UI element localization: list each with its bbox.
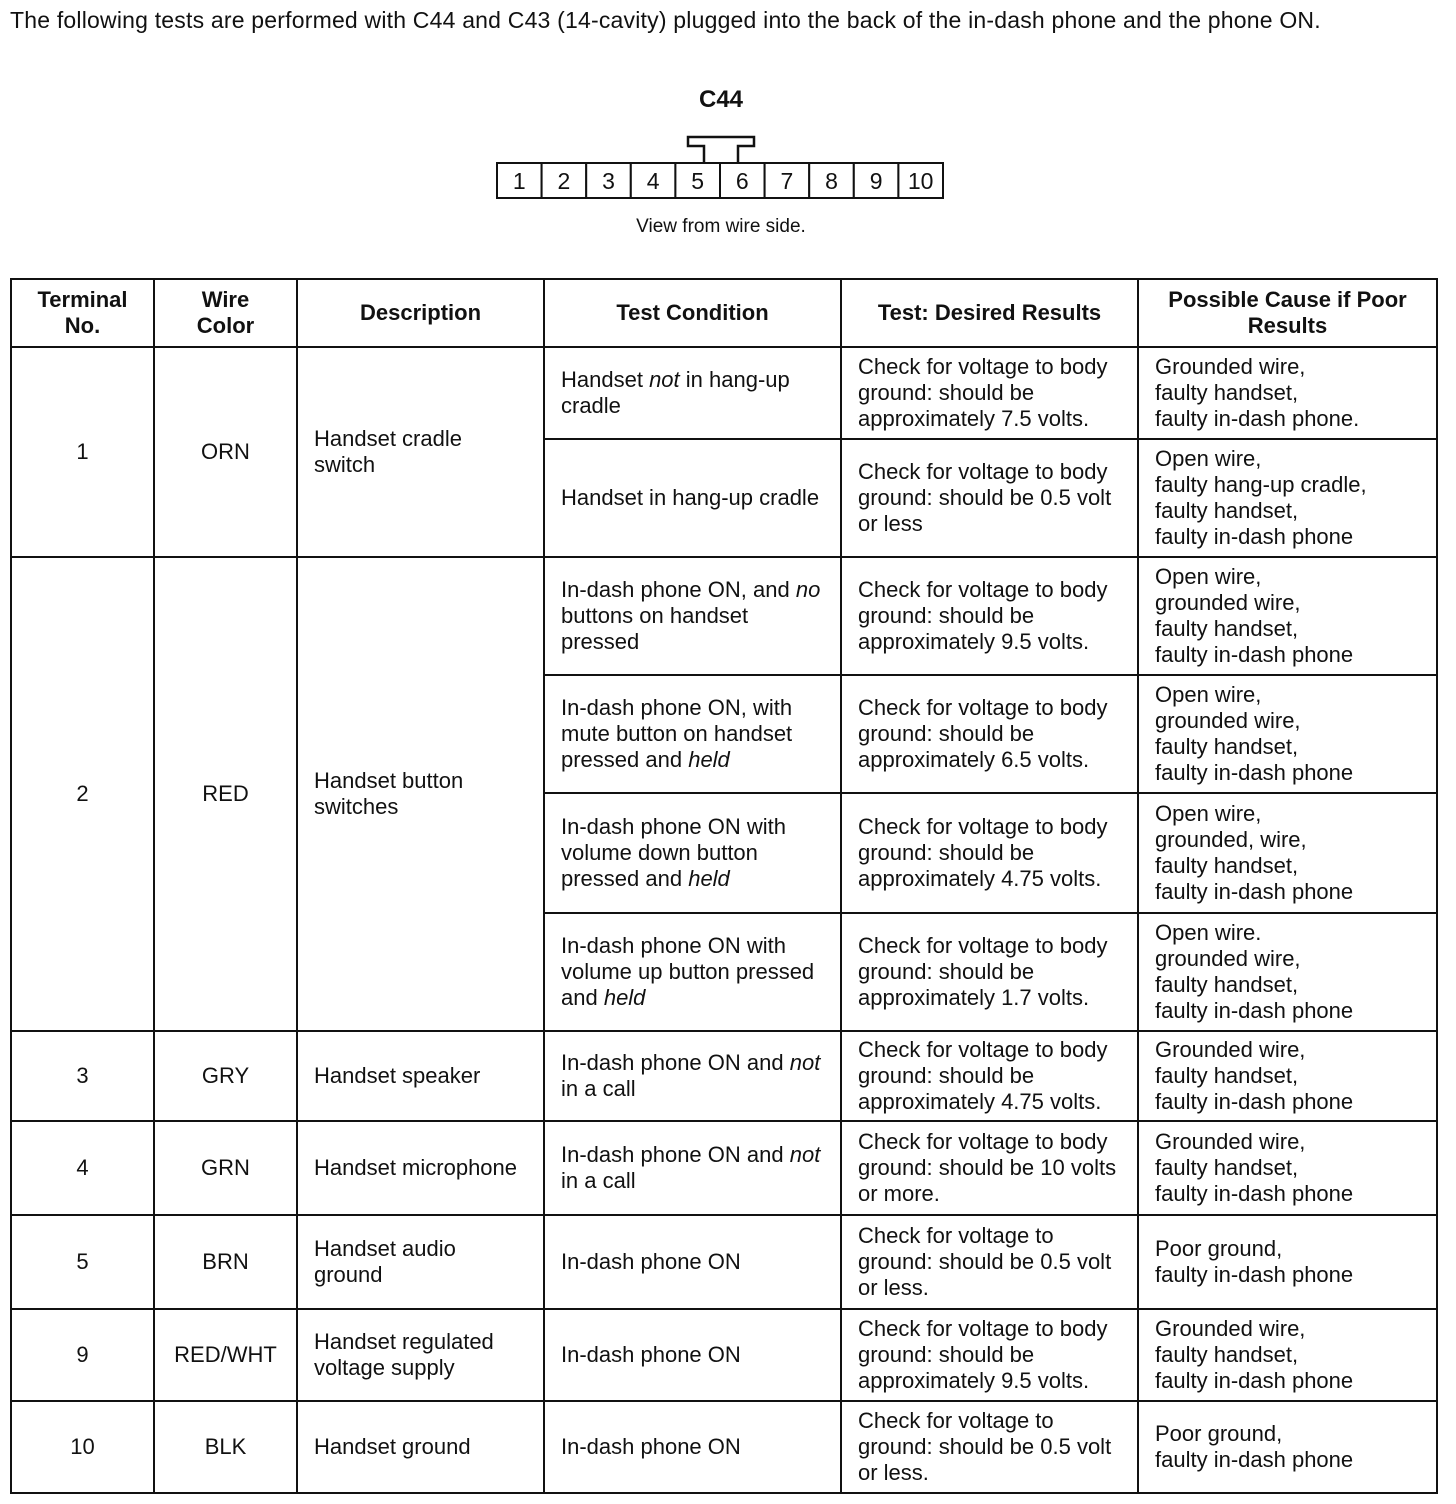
table-row <box>11 347 1437 439</box>
cause-line: grounded wire, <box>1155 708 1301 733</box>
desired-result-cell: Check for voltage to body ground: should be approximately 4.75 volts. <box>841 793 1138 913</box>
connector-cavity-label: 8 <box>825 168 838 194</box>
connector-title: C44 <box>698 86 744 113</box>
possible-cause-cell <box>1138 913 1437 1031</box>
header-wire-color: Wire Color <box>154 279 297 347</box>
wire-color-cell: RED <box>154 557 297 1031</box>
cause-line: grounded, wire, <box>1155 827 1307 852</box>
cause-line: Grounded wire, <box>1155 1316 1306 1341</box>
possible-cause-cell <box>1138 675 1437 793</box>
desired-result-cell: Check for voltage to body ground: should be approximately 9.5 volts. <box>841 1309 1138 1401</box>
cause-line: Open wire, <box>1155 564 1262 589</box>
table-row <box>11 1031 1437 1121</box>
terminal-no-cell: 4 <box>11 1121 154 1215</box>
condition-text: In-dash phone ON with volume up button pressed and <box>561 933 815 1010</box>
connector-cavity-label: 10 <box>907 168 934 194</box>
cause-line: faulty in-dash phone <box>1155 524 1354 549</box>
emphasis-text: held <box>688 747 730 772</box>
cause-line: Grounded wire, <box>1155 354 1306 379</box>
cause-line: faulty in-dash phone <box>1155 642 1354 667</box>
terminal-test-table <box>10 278 1438 1494</box>
test-condition-cell <box>544 557 841 675</box>
cause-line: grounded wire, <box>1155 590 1301 615</box>
possible-cause-cell <box>1138 1309 1437 1401</box>
condition-text: in a call <box>561 1168 636 1193</box>
test-condition-cell <box>544 347 841 439</box>
description-cell: Handset audio ground <box>297 1215 544 1309</box>
desired-result-cell: Check for voltage to body ground: should be 0.5 volt or less <box>841 439 1138 557</box>
connector-cavity-label: 9 <box>869 168 883 194</box>
header-description: Description <box>297 279 544 347</box>
condition-text: In-dash phone ON and <box>561 1142 790 1167</box>
desired-result-cell: Check for voltage to body ground: should be approximately 9.5 volts. <box>841 557 1138 675</box>
emphasis-text: no <box>795 577 821 602</box>
cause-line: faulty handset, <box>1155 853 1299 878</box>
cause-line: Grounded wire, <box>1155 1129 1306 1154</box>
terminal-no-cell: 3 <box>11 1031 154 1121</box>
wire-color-cell: ORN <box>154 347 297 557</box>
condition-text: In-dash phone ON <box>561 1249 741 1274</box>
terminal-no-cell: 5 <box>11 1215 154 1309</box>
condition-text: Handset <box>561 367 650 392</box>
condition-text: In-dash phone ON, and <box>561 577 796 602</box>
description-cell: Handset ground <box>297 1401 544 1493</box>
cause-line: Poor ground, <box>1155 1236 1283 1261</box>
header-desired-results: Test: Desired Results <box>841 279 1138 347</box>
possible-cause-cell <box>1138 347 1437 439</box>
emphasis-text: not <box>789 1050 821 1075</box>
possible-cause-cell <box>1138 1401 1437 1493</box>
table-row <box>11 557 1437 675</box>
cause-line: faulty handset, <box>1155 1342 1299 1367</box>
table-header-row <box>11 279 1437 347</box>
terminal-no-cell: 9 <box>11 1309 154 1401</box>
test-condition-cell <box>544 793 841 913</box>
cause-line: faulty handset, <box>1155 616 1299 641</box>
cause-line: faulty hang-up cradle, <box>1155 472 1367 497</box>
emphasis-text: held <box>688 866 730 891</box>
cause-line: faulty in-dash phone <box>1155 879 1354 904</box>
desired-result-cell: Check for voltage to body ground: should be approximately 7.5 volts. <box>841 347 1138 439</box>
cause-line: faulty handset, <box>1155 498 1299 523</box>
possible-cause-cell <box>1138 1031 1437 1121</box>
cause-line: faulty in-dash phone <box>1155 1262 1354 1287</box>
condition-text: in a call <box>561 1076 636 1101</box>
test-condition-cell <box>544 675 841 793</box>
wire-color-cell: GRY <box>154 1031 297 1121</box>
terminal-no-cell: 1 <box>11 347 154 557</box>
description-cell: Handset speaker <box>297 1031 544 1121</box>
table-row <box>11 1215 1437 1309</box>
test-condition-cell <box>544 439 841 557</box>
possible-cause-cell <box>1138 439 1437 557</box>
test-condition-cell <box>544 913 841 1031</box>
test-condition-cell <box>544 1309 841 1401</box>
cause-line: Poor ground, <box>1155 1421 1283 1446</box>
condition-text: Handset in hang-up cradle <box>561 485 820 510</box>
terminal-no-cell: 2 <box>11 557 154 1031</box>
desired-result-cell: Check for voltage to ground: should be 0.5 volt or less. <box>841 1401 1138 1493</box>
table-row <box>11 1121 1437 1215</box>
description-cell: Handset microphone <box>297 1121 544 1215</box>
intro-text: The following tests are performed with C44 and C43 (14-cavity) plugged into the back of the in-dash phone and the phone ON. <box>10 7 1321 33</box>
connector-cavity-label: 3 <box>602 168 615 194</box>
condition-text: in hang-up cradle <box>561 367 790 418</box>
terminal-no-cell: 10 <box>11 1401 154 1493</box>
description-cell: Handset button switches <box>297 557 544 1031</box>
test-condition-cell <box>544 1401 841 1493</box>
desired-result-cell: Check for voltage to body ground: should be approximately 6.5 volts. <box>841 675 1138 793</box>
connector-cavity-label: 6 <box>735 168 749 194</box>
connector-cavity-label: 4 <box>646 168 660 194</box>
connector-diagram <box>490 128 952 202</box>
possible-cause-cell <box>1138 557 1437 675</box>
possible-cause-cell <box>1138 1121 1437 1215</box>
wire-color-cell: RED/WHT <box>154 1309 297 1401</box>
cause-line: faulty in-dash phone <box>1155 1368 1354 1393</box>
cause-line: faulty in-dash phone <box>1155 760 1354 785</box>
description-cell: Handset cradle switch <box>297 347 544 557</box>
desired-result-cell: Check for voltage to body ground: should be approximately 1.7 volts. <box>841 913 1138 1031</box>
cause-line: faulty in-dash phone <box>1155 998 1354 1023</box>
connector-cavity-label: 2 <box>557 168 571 194</box>
condition-text: In-dash phone ON with volume down button pressed and <box>561 814 787 891</box>
test-condition-cell <box>544 1215 841 1309</box>
desired-result-cell: Check for voltage to body ground: should be approximately 4.75 volts. <box>841 1031 1138 1121</box>
header-possible-cause: Possible Cause if Poor Results <box>1138 279 1437 347</box>
condition-text: In-dash phone ON <box>561 1342 741 1367</box>
table-row <box>11 1401 1437 1493</box>
possible-cause-cell <box>1138 1215 1437 1309</box>
description-cell: Handset regulated voltage supply <box>297 1309 544 1401</box>
cause-line: Grounded wire, <box>1155 1037 1306 1062</box>
connector-caption: View from wire side. <box>636 216 806 237</box>
condition-text: In-dash phone ON and <box>561 1050 790 1075</box>
cause-line: Open wire, <box>1155 682 1262 707</box>
condition-text: buttons on handset pressed <box>561 603 749 654</box>
cause-line: faulty in-dash phone. <box>1155 406 1360 431</box>
cause-line: grounded wire, <box>1155 946 1301 971</box>
cause-line: faulty handset, <box>1155 734 1299 759</box>
connector-cavity-label: 1 <box>512 168 526 194</box>
emphasis-text: not <box>789 1142 821 1167</box>
cause-line: Open wire, <box>1155 801 1262 826</box>
test-condition-cell <box>544 1121 841 1215</box>
cause-line: Open wire. <box>1155 920 1262 945</box>
cause-line: faulty in-dash phone <box>1155 1447 1354 1472</box>
wire-color-cell: BLK <box>154 1401 297 1493</box>
header-test-condition: Test Condition <box>544 279 841 347</box>
cause-line: faulty handset, <box>1155 1155 1299 1180</box>
emphasis-text: not <box>649 367 680 392</box>
connector-cavity-label: 5 <box>691 168 705 194</box>
table-row <box>11 1309 1437 1401</box>
desired-result-cell: Check for voltage to body ground: should be 10 volts or more. <box>841 1121 1138 1215</box>
cause-line: faulty in-dash phone <box>1155 1181 1354 1206</box>
cause-line: faulty handset, <box>1155 380 1299 405</box>
emphasis-text: held <box>603 985 646 1010</box>
header-terminal-no: Terminal No. <box>11 279 154 347</box>
possible-cause-cell <box>1138 793 1437 913</box>
cause-line: faulty handset, <box>1155 972 1299 997</box>
condition-text: In-dash phone ON, with mute button on handset pressed and <box>561 695 793 772</box>
connector-lock-tab <box>688 137 754 163</box>
cause-line: Open wire, <box>1155 446 1262 471</box>
condition-text: In-dash phone ON <box>561 1434 741 1459</box>
cause-line: faulty handset, <box>1155 1063 1299 1088</box>
cause-line: faulty in-dash phone <box>1155 1089 1354 1114</box>
wire-color-cell: GRN <box>154 1121 297 1215</box>
connector-cavity-label: 7 <box>780 168 794 194</box>
test-condition-cell <box>544 1031 841 1121</box>
wire-color-cell: BRN <box>154 1215 297 1309</box>
desired-result-cell: Check for voltage to ground: should be 0.5 volt or less. <box>841 1215 1138 1309</box>
